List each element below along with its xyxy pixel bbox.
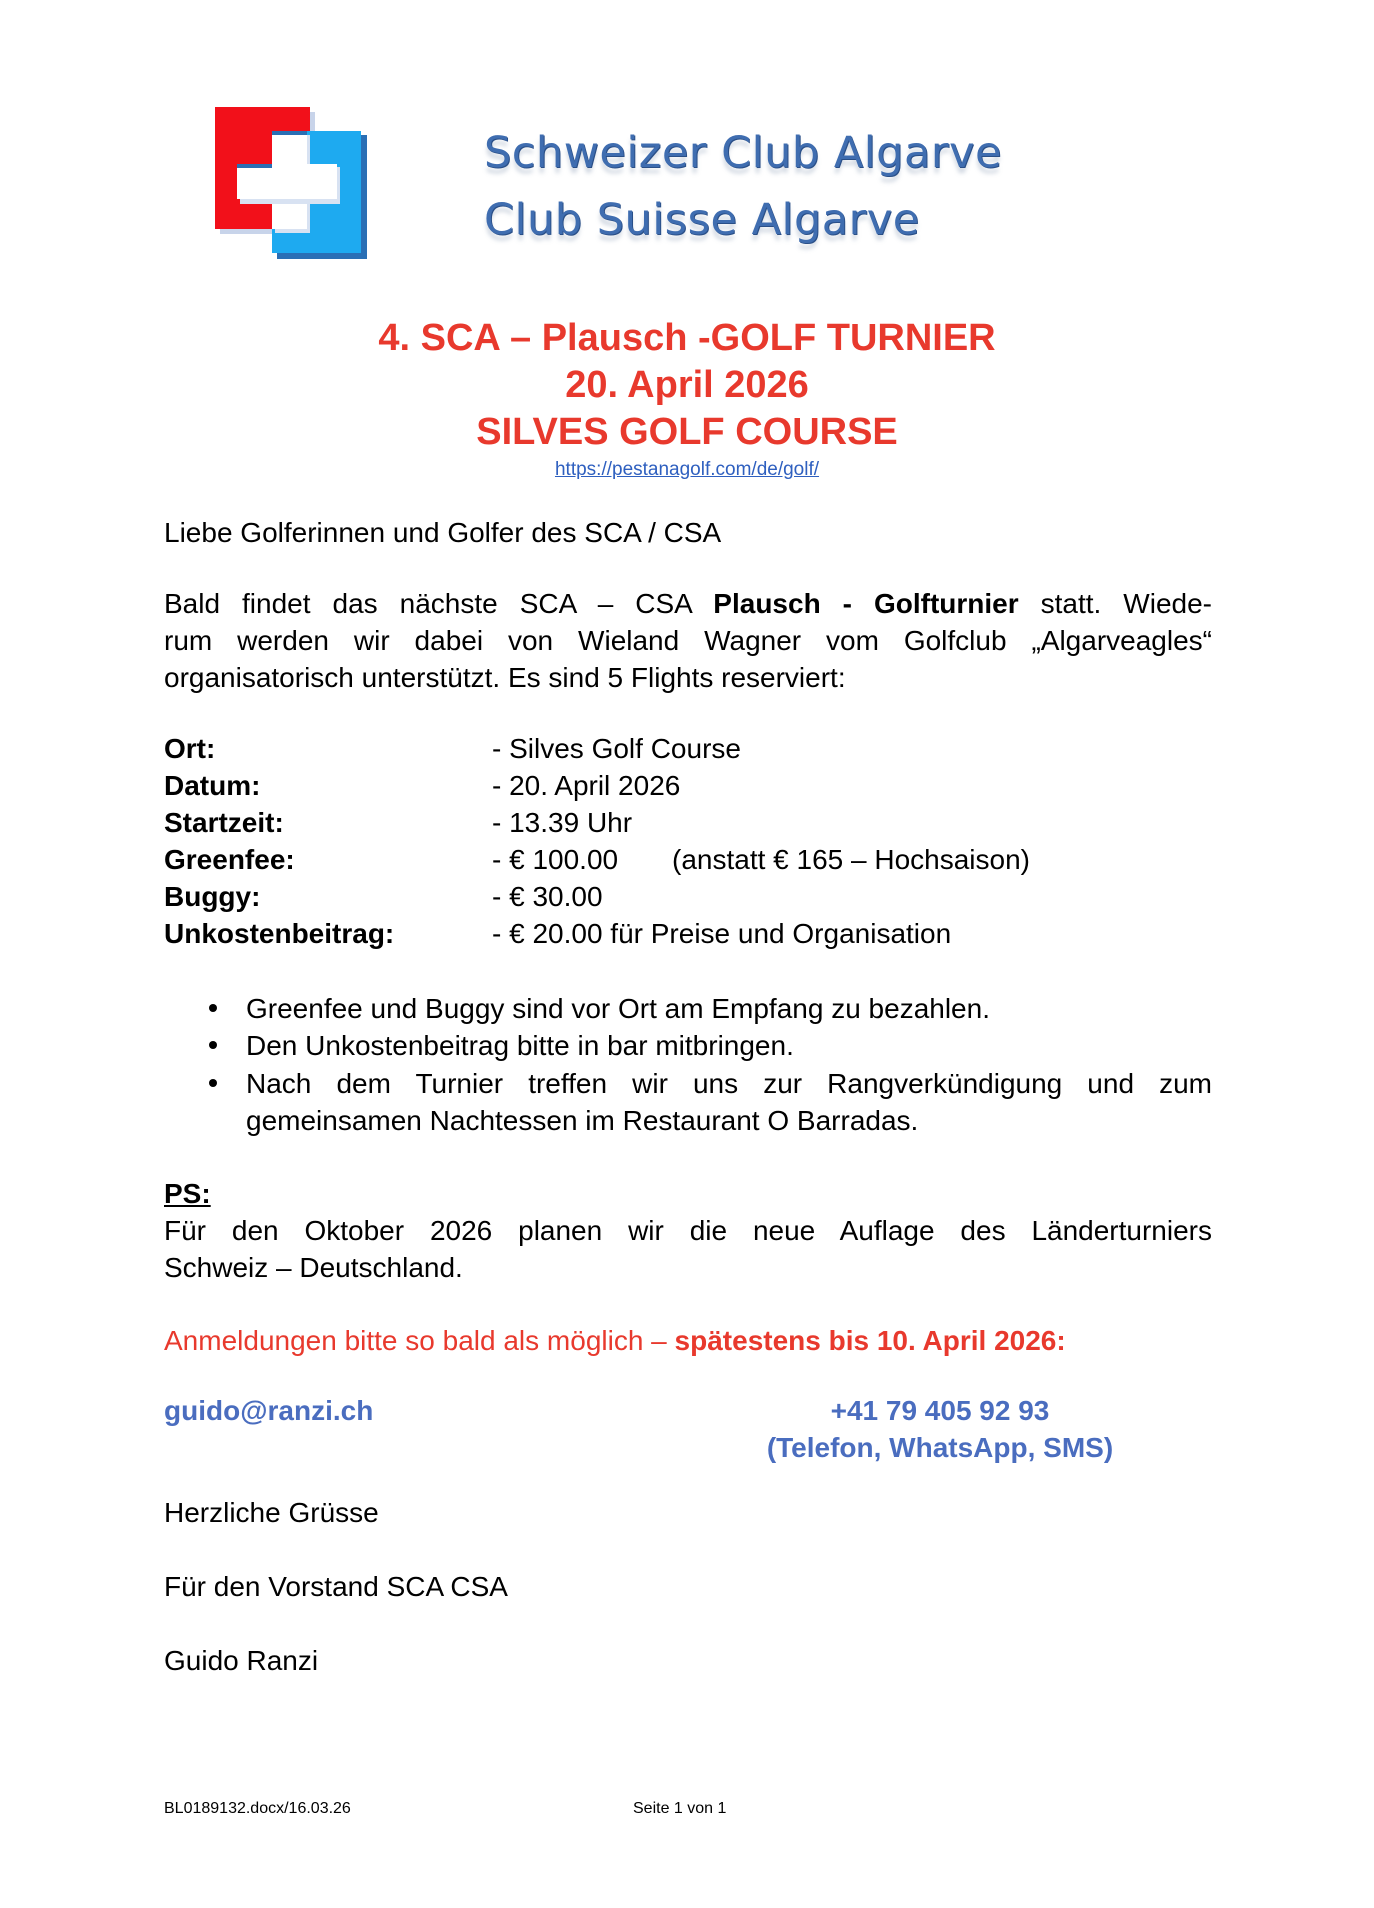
club-name-german: Schweizer Club Algarve: [484, 128, 1002, 178]
bullet-item: Greenfee und Buggy sind vor Ort am Empfang zu bezahlen.: [246, 993, 990, 1024]
bullet-icon: [209, 1041, 217, 1049]
swiss-cross-logo: [215, 107, 367, 259]
detail-label: Unkostenbeitrag:: [164, 918, 395, 949]
venue-link-text[interactable]: https://pestanagolf.com/de/golf/: [554, 459, 820, 480]
detail-value: - € 100.00: [492, 844, 619, 875]
registration-text: Anmeldungen bitte so bald als möglich –: [164, 1325, 675, 1356]
registration-deadline: spätestens bis 10. April 2026:: [674, 1325, 1066, 1356]
detail-value: - € 20.00 für Preise und Organisation: [492, 918, 952, 949]
venue-link[interactable]: [0, 459, 1374, 481]
ps-line-2: Schweiz – Deutschland.: [164, 1252, 463, 1283]
detail-value: - 20. April 2026: [492, 770, 681, 801]
footer-page-number: Seite 1 von 1: [633, 1800, 727, 1817]
bullet-icon: [209, 1004, 217, 1012]
detail-value: - € 30.00: [492, 881, 603, 912]
intro-paragraph: [164, 585, 1212, 696]
intro-bold-tournament: Plausch - Golfturnier: [713, 588, 1019, 619]
detail-note: (anstatt € 165 – Hochsaison): [672, 844, 1030, 875]
detail-value: - 13.39 Uhr: [492, 807, 633, 838]
signature-name: Guido Ranzi: [164, 1645, 319, 1676]
event-title: 4. SCA – Plausch -GOLF TURNIER: [378, 317, 996, 359]
ps-heading: PS:: [164, 1178, 211, 1209]
intro-line-2: rum werden wir dabei von Wieland Wagner vom Golfclub „Algarveagles“: [164, 625, 1212, 656]
greeting: Liebe Golferinnen und Golfer des SCA / CSA: [164, 517, 722, 548]
contact-phone[interactable]: +41 79 405 92 93: [830, 1395, 1050, 1426]
bullet-item-continued: gemeinsamen Nachtessen im Restaurant O Barradas.: [246, 1105, 919, 1136]
detail-label: Startzeit:: [164, 807, 284, 838]
contact-phone-note: (Telefon, WhatsApp, SMS): [766, 1432, 1114, 1463]
bullet-item: Nach dem Turnier treffen wir uns zur Rangverkündigung und zum: [246, 1068, 1212, 1099]
detail-label: Greenfee:: [164, 844, 295, 875]
bullet-item: Den Unkostenbeitrag bitte in bar mitbringen.: [246, 1030, 794, 1061]
intro-line-1: [164, 585, 1212, 622]
event-venue: SILVES GOLF COURSE: [476, 411, 898, 453]
detail-label: Ort:: [164, 733, 216, 764]
event-date: 20. April 2026: [565, 364, 809, 406]
closing-on-behalf: Für den Vorstand SCA CSA: [164, 1571, 508, 1602]
closing-regards: Herzliche Grüsse: [164, 1497, 379, 1528]
club-name-french: Club Suisse Algarve: [484, 195, 920, 245]
registration-notice: [164, 1322, 1066, 1359]
detail-value: - Silves Golf Course: [492, 733, 741, 764]
detail-label: Buggy:: [164, 881, 261, 912]
footer-doc-reference: BL0189132.docx/16.03.26: [164, 1800, 351, 1817]
intro-line-3: organisatorisch unterstützt. Es sind 5 Flights reserviert:: [164, 662, 846, 693]
bullet-icon: [209, 1079, 217, 1087]
intro-text-a: Bald findet das nächste SCA – CSA: [164, 588, 714, 619]
intro-text-b: statt. Wiede-: [1018, 588, 1212, 619]
detail-label: Datum:: [164, 770, 261, 801]
contact-email[interactable]: guido@ranzi.ch: [164, 1395, 374, 1426]
ps-line-1: Für den Oktober 2026 planen wir die neue Auflage des Länderturniers: [164, 1215, 1212, 1246]
